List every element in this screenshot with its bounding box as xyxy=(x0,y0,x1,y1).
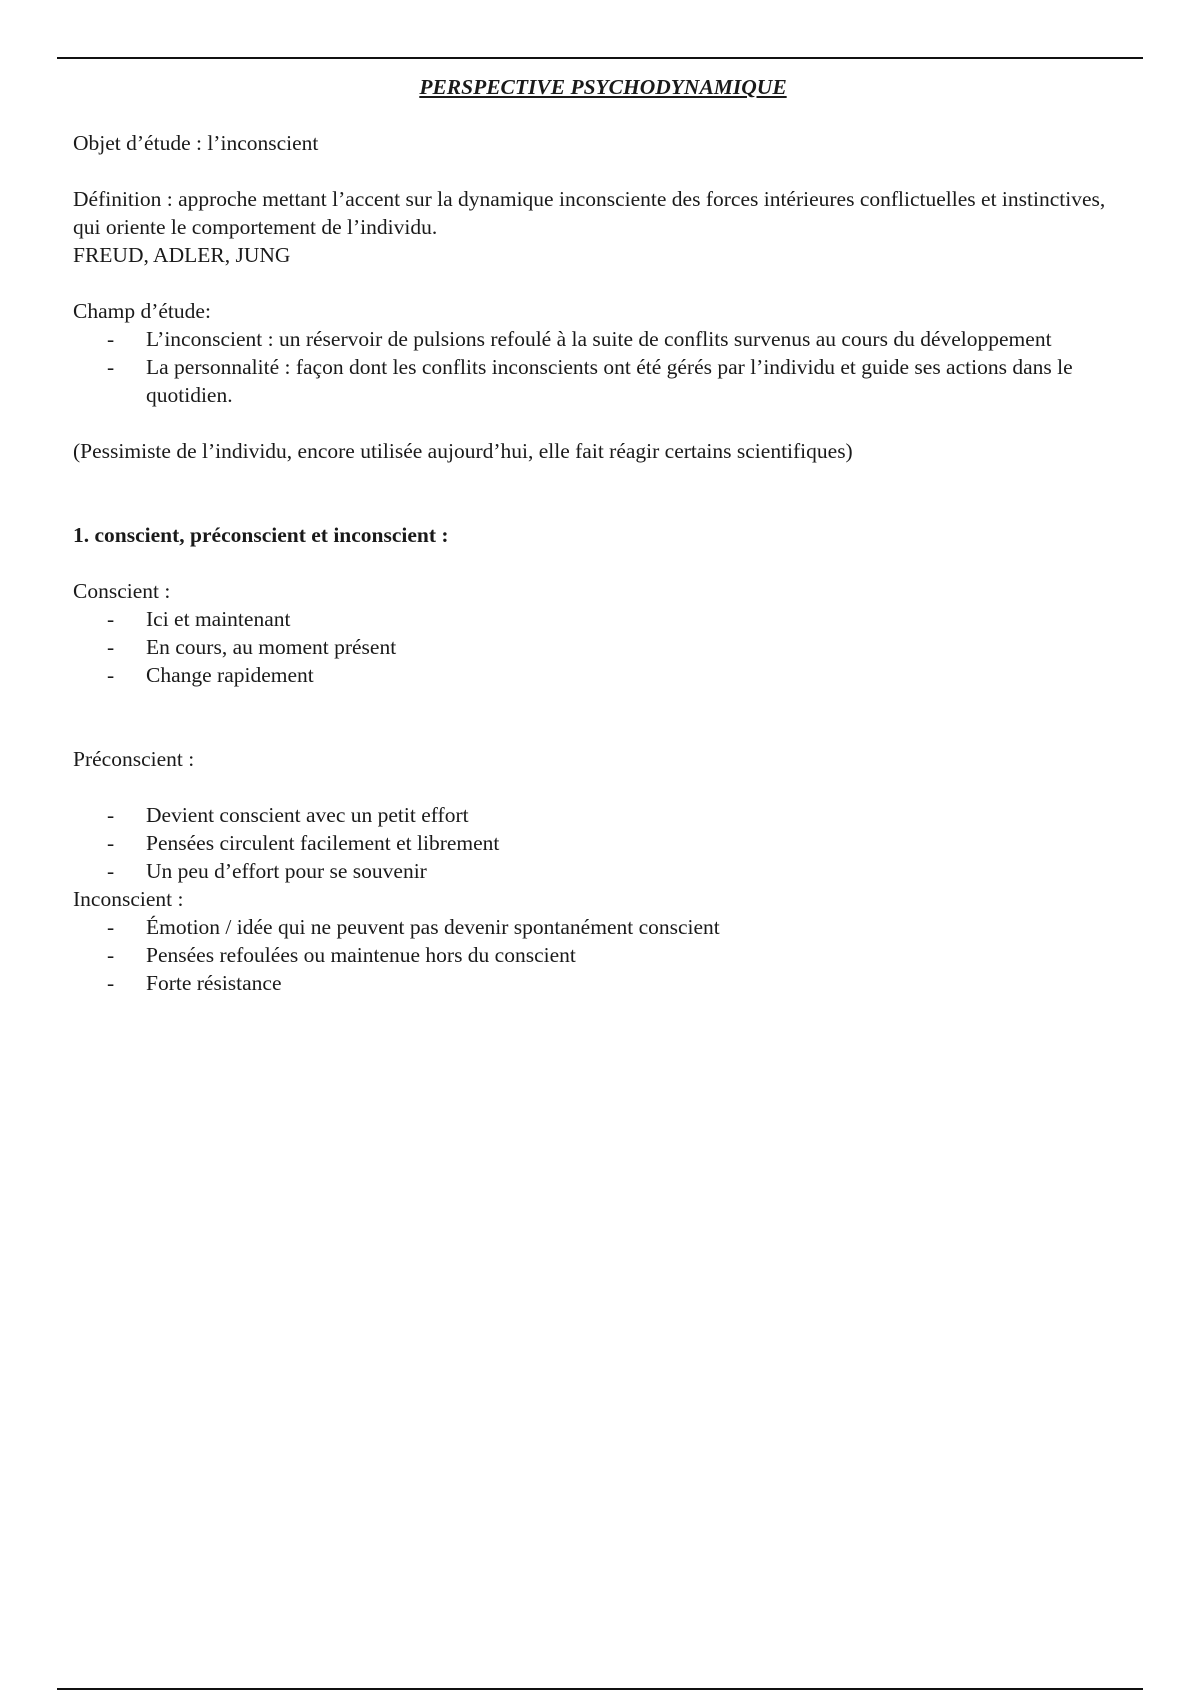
list-item-text: Ici et maintenant xyxy=(146,607,291,631)
list-item xyxy=(73,605,1133,633)
section-heading: 1. conscient, préconscient et inconscient : xyxy=(73,523,449,547)
note-line: (Pessimiste de l’individu, encore utilisée aujourd’hui, elle fait réagir certains scientifiques) xyxy=(73,439,853,463)
dash-marker: - xyxy=(107,607,115,631)
champ-list xyxy=(73,325,1133,409)
conscient-heading: Conscient : xyxy=(73,579,171,603)
dash-marker: - xyxy=(107,327,115,351)
champ-heading: Champ d’étude: xyxy=(73,299,211,323)
spacer xyxy=(73,101,1133,129)
dash-marker: - xyxy=(107,635,115,659)
list-item-text: Émotion / idée qui ne peuvent pas devenir spontanément conscient xyxy=(146,915,720,939)
list-item-text: Devient conscient avec un petit effort xyxy=(146,803,469,827)
authors-line: FREUD, ADLER, JUNG xyxy=(73,243,291,267)
list-item xyxy=(73,913,1133,941)
conscient-list xyxy=(73,605,1133,689)
bottom-rule xyxy=(57,1688,1143,1690)
list-item xyxy=(73,633,1133,661)
dash-marker: - xyxy=(107,831,115,855)
list-item xyxy=(73,325,1133,353)
spacer xyxy=(73,549,1133,577)
dash-marker: - xyxy=(107,943,115,967)
list-item-text: En cours, au moment présent xyxy=(146,635,397,659)
dash-marker: - xyxy=(107,803,115,827)
spacer xyxy=(73,773,1133,801)
list-item xyxy=(73,801,1133,829)
dash-marker: - xyxy=(107,663,115,687)
inconscient-list xyxy=(73,913,1133,997)
dash-marker: - xyxy=(107,915,115,939)
spacer xyxy=(73,689,1133,745)
list-item-text: Forte résistance xyxy=(146,971,282,995)
list-item xyxy=(73,969,1133,997)
dash-marker: - xyxy=(107,859,115,883)
list-item-text: Pensées circulent facilement et librement xyxy=(146,831,500,855)
spacer xyxy=(73,409,1133,437)
preconscient-heading: Préconscient : xyxy=(73,747,195,771)
list-item xyxy=(73,661,1133,689)
preconscient-list xyxy=(73,801,1133,885)
document-title: PERSPECTIVE PSYCHODYNAMIQUE xyxy=(419,75,787,99)
dash-marker: - xyxy=(107,355,115,379)
list-item-text: Pensées refoulées ou maintenue hors du conscient xyxy=(146,943,576,967)
list-item-text: L’inconscient : un réservoir de pulsions refoulé à la suite de conflits survenus au cours du développement xyxy=(146,327,1052,351)
dash-marker: - xyxy=(107,971,115,995)
list-item-text: Un peu d’effort pour se souvenir xyxy=(146,859,427,883)
objet-line: Objet d’étude : l’inconscient xyxy=(73,131,319,155)
page-content xyxy=(73,70,1133,997)
list-item-text: La personnalité : façon dont les conflits inconscients ont été gérés par l’individu et guide ses actions dans le quotidien. xyxy=(146,355,1073,407)
top-rule xyxy=(57,57,1143,59)
definition-paragraph: Définition : approche mettant l’accent sur la dynamique inconsciente des forces intérieures conflictuelles et instinctives, qui oriente le comportement de l’individu. xyxy=(73,187,1106,239)
spacer xyxy=(73,465,1133,521)
list-item xyxy=(73,353,1133,409)
list-item xyxy=(73,941,1133,969)
inconscient-heading: Inconscient : xyxy=(73,887,184,911)
list-item xyxy=(73,857,1133,885)
list-item-text: Change rapidement xyxy=(146,663,314,687)
spacer xyxy=(73,269,1133,297)
list-item xyxy=(73,829,1133,857)
spacer xyxy=(73,157,1133,185)
